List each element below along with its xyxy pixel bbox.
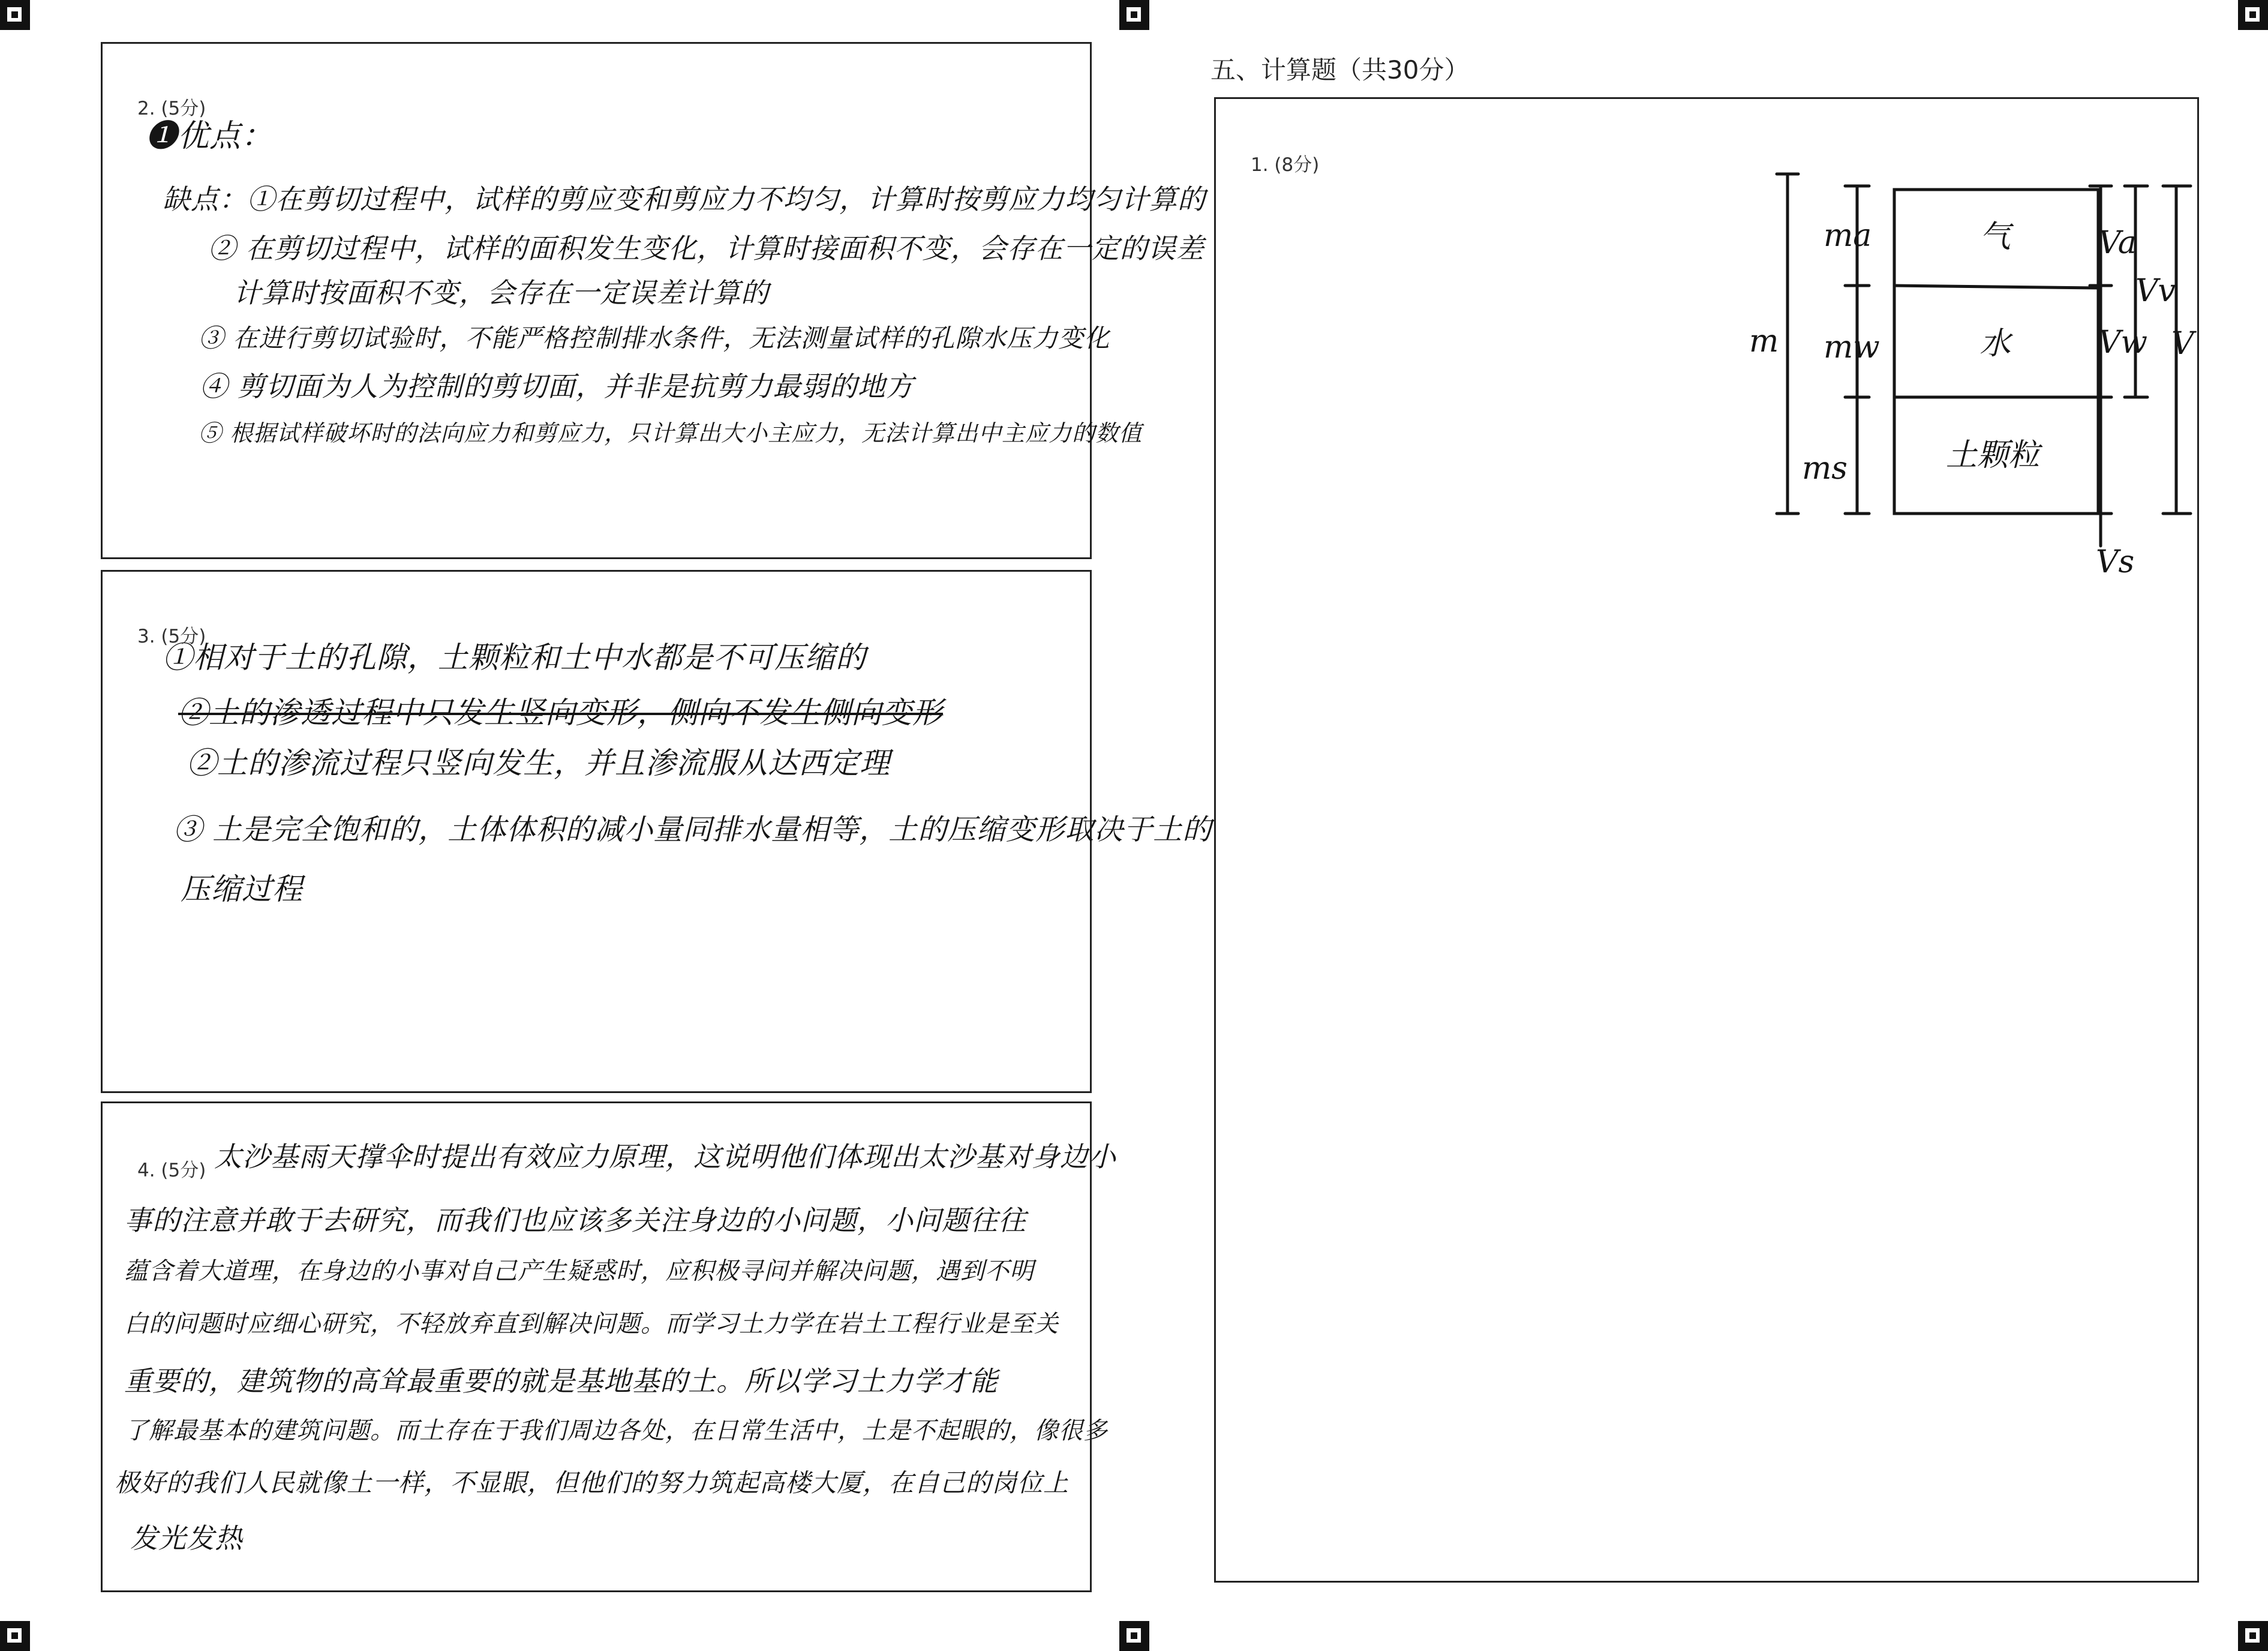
question-label: 4. (5分) [137, 1160, 206, 1181]
question-label: 3. (5分) [137, 626, 206, 647]
answer-box-q4 [101, 1101, 1116, 1592]
handwritten-line: ② 在剪切过程中，试样的面积发生变化，计算时接面积不变，会存在一定的误差 [208, 232, 1204, 265]
handwritten-line: ⑤ 根据试样破坏时的法向应力和剪应力，只计算出大小主应力，无法计算出中主应力的数值 [199, 420, 1143, 446]
volume-label-total: V [2171, 326, 2194, 362]
handwritten-line: ③ 在进行剪切试验时，不能严格控制排水条件，无法测量试样的孔隙水压力变化 [199, 323, 1110, 353]
three-phase-soil-diagram [1740, 162, 2207, 582]
phase-label-air: 气 [1979, 219, 2011, 255]
handwritten-line: ❶优点： [146, 118, 274, 154]
handwritten-line-struck: ②土的渗透过程中只发生竖向变形，侧向不发生侧向变形 [178, 695, 943, 730]
question-label: 2. (5分) [137, 98, 206, 119]
handwritten-line: ①相对于土的孔隙，土颗粒和土中水都是不可压缩的 [163, 640, 866, 675]
handwritten-line: 计算时按面积不变，会存在一定误差计算的 [233, 277, 769, 309]
handwritten-line: 压缩过程 [181, 872, 303, 906]
handwritten-line: 缺点：①在剪切过程中，试样的剪应变和剪应力不均匀，计算时按剪应力均匀计算的 [163, 183, 1206, 215]
handwritten-line: ③ 土是完全饱和的，土体体积的减小量同排水量相等，土的压缩变形取决于土的 [173, 813, 1212, 846]
question-label: 1. (8分) [1251, 154, 1320, 176]
registration-marker-bottom-right [2238, 1621, 2268, 1651]
answer-box-q2 [101, 42, 1206, 559]
answer-box-q3 [101, 570, 1212, 1093]
mass-label-total: m [1749, 323, 1779, 359]
phase-label-soil: 土颗粒 [1946, 437, 2040, 473]
volume-label-water: Vw [2098, 325, 2148, 361]
volume-label-solid: Vs [2096, 544, 2135, 580]
mass-label-solid: ms [1802, 451, 1848, 487]
handwritten-line: 太沙基雨天撑伞时提出有效应力原理，这说明他们体现出太沙基对身边小 [214, 1140, 1116, 1173]
volume-label-void: Vv [2135, 273, 2176, 309]
registration-marker-bottom-left [0, 1621, 30, 1651]
handwritten-line: 重要的，建筑物的高耸最重要的就是基地基的土。所以学习土力学才能 [124, 1365, 998, 1397]
handwritten-line: ②土的渗流过程只竖向发生，并且渗流服从达西定理 [187, 746, 890, 781]
handwritten-line: 极好的我们人民就像土一样，不显眼，但他们的努力筑起高楼大厦，在自己的岗位上 [115, 1468, 1070, 1497]
registration-marker-top-left [0, 0, 30, 30]
mass-label-water: mw [1824, 329, 1880, 365]
registration-marker-top-center [1119, 0, 1149, 30]
registration-marker-bottom-center [1119, 1621, 1149, 1651]
registration-marker-top-right [2238, 0, 2268, 30]
mass-label-air: ma [1824, 218, 1872, 254]
volume-label-air: Va [2098, 225, 2137, 261]
handwritten-line: 蕴含着大道理，在身边的小事对自己产生疑惑时，应积极寻问并解决问题，遇到不明 [124, 1257, 1034, 1285]
handwritten-line: 了解最基本的建筑问题。而土存在于我们周边各处，在日常生活中，土是不起眼的，像很多 [124, 1417, 1108, 1445]
handwritten-line: 白的问题时应细心研究，不轻放弃直到解决问题。而学习土力学在岩土工程行业是至关 [124, 1310, 1059, 1338]
phase-divider [1894, 286, 2098, 288]
handwritten-line: ④ 剪切面为人为控制的剪切面，并非是抗剪力最弱的地方 [200, 370, 914, 403]
handwritten-line: 发光发热 [130, 1522, 243, 1554]
phase-label-water: 水 [1979, 326, 2011, 362]
handwritten-line: 事的注意并敢于去研究，而我们也应该多关注身边的小问题，小问题往往 [124, 1204, 1026, 1236]
section-title: 五、计算题（共30分） [1210, 55, 1470, 85]
